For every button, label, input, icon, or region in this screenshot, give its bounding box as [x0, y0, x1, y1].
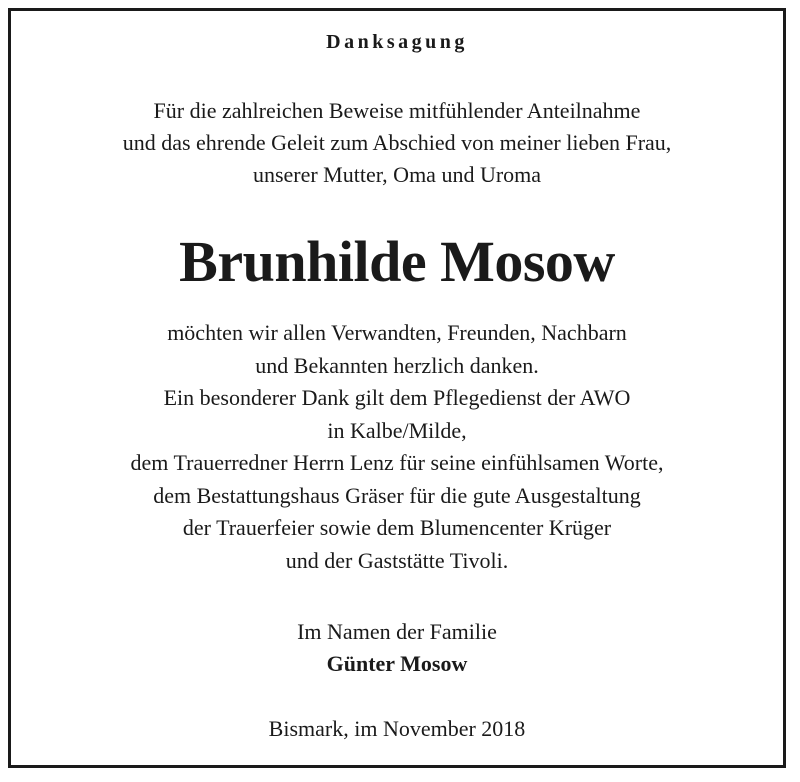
thanks-line: dem Bestattungshaus Gräser für die gute Ausgestaltung	[153, 482, 641, 508]
intro-line: Für die zahlreichen Beweise mitfühlender Anteilnahme	[153, 98, 641, 123]
thanks-line: Ein besonderer Dank gilt dem Pflegedienst der AWO	[163, 385, 631, 410]
intro-paragraph	[11, 95, 783, 191]
obituary-notice	[8, 8, 786, 768]
intro-line: und das ehrende Geleit zum Abschied von meiner lieben Frau,	[122, 130, 672, 155]
thanks-line: möchten wir allen Verwandten, Freunden, Nachbarn	[167, 320, 627, 345]
thanks-paragraph	[11, 317, 783, 577]
deceased-name: Brunhilde Mosow	[179, 229, 615, 294]
place-date: Bismark, im November 2018	[268, 716, 526, 741]
thanks-line: und Bekannten herzlich danken.	[255, 352, 539, 378]
thanks-line: dem Trauerredner Herrn Lenz für seine einfühlsamen Worte,	[130, 450, 664, 475]
signature-label: Im Namen der Familie	[297, 619, 497, 644]
thanks-line: in Kalbe/Milde,	[327, 417, 467, 443]
thanks-line: der Trauerfeier sowie dem Blumencenter Krüger	[182, 515, 612, 540]
intro-line: unserer Mutter, Oma und Uroma	[252, 162, 542, 187]
notice-heading: Danksagung	[326, 31, 468, 53]
signature-name: Günter Mosow	[326, 651, 468, 676]
thanks-line: und der Gaststätte Tivoli.	[285, 547, 509, 573]
